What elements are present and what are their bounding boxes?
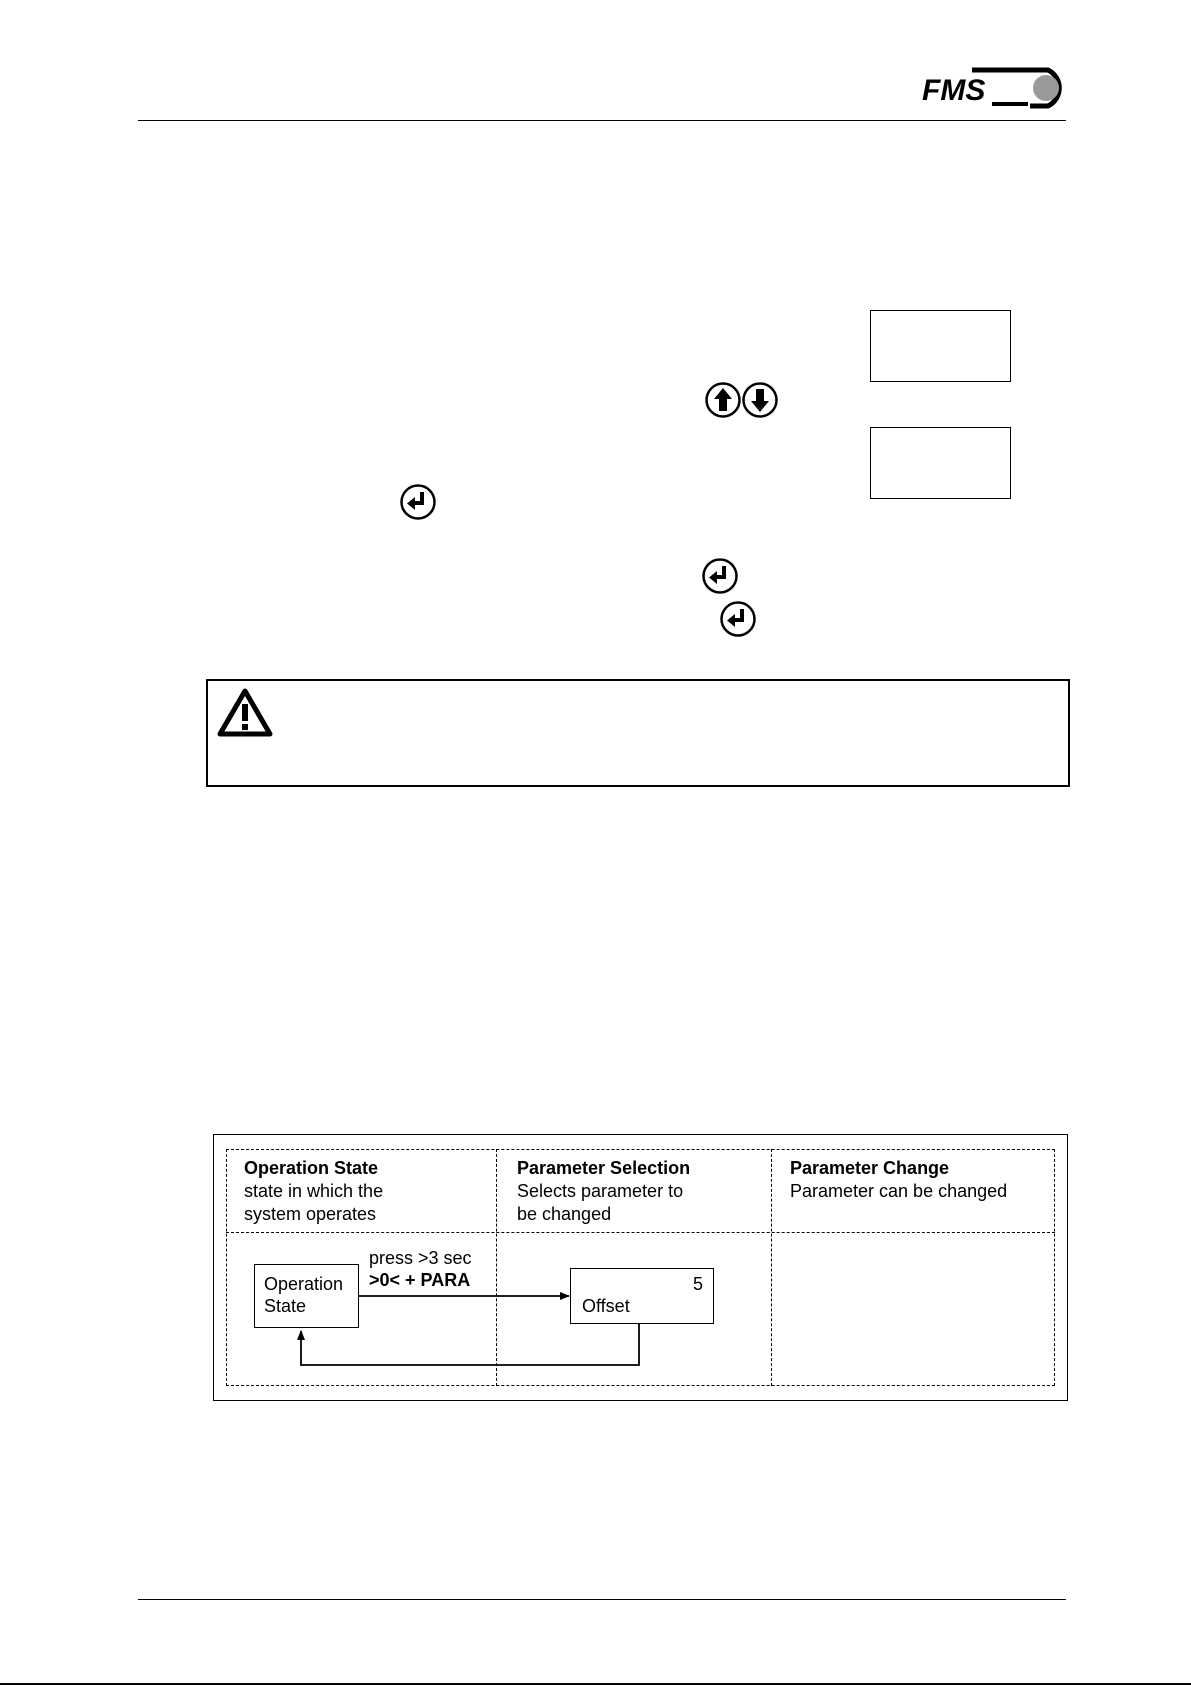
column-description: system operates	[244, 1204, 377, 1224]
fms-logo	[920, 66, 1068, 110]
header-rule	[138, 120, 1066, 121]
operation-state-line2: State	[264, 1296, 307, 1316]
transition-keys: >0< + PARA	[369, 1270, 471, 1290]
transition-hint: press >3 sec	[369, 1248, 472, 1268]
column-title: Operation State	[244, 1158, 379, 1178]
logo-text: FMS	[922, 74, 986, 107]
parameter-number: 5	[692, 1274, 703, 1294]
column-title: Parameter Change	[790, 1158, 950, 1178]
display-box-2	[870, 427, 1011, 499]
column-description: Parameter can be changed	[790, 1181, 1008, 1201]
arrow-back-to-operation-state	[301, 1324, 639, 1365]
warning-icon	[216, 687, 274, 739]
column-description: state in which the	[244, 1181, 384, 1201]
state-diagram	[213, 1134, 1068, 1401]
parameter-name: Offset	[582, 1296, 630, 1316]
column-title: Parameter Selection	[517, 1158, 691, 1178]
warning-box	[206, 679, 1070, 787]
enter-key-icon	[719, 600, 757, 638]
operation-state-line1: Operation	[264, 1274, 344, 1294]
footer-rule	[138, 1599, 1066, 1600]
column-description: Selects parameter to	[517, 1181, 684, 1201]
diagram-arrows	[214, 1135, 1069, 1402]
column-description: be changed	[517, 1204, 612, 1224]
enter-key-icon	[399, 483, 437, 521]
display-box-1	[870, 310, 1011, 382]
down-key-icon	[741, 381, 779, 419]
enter-key-icon	[701, 557, 739, 595]
up-key-icon	[704, 381, 742, 419]
